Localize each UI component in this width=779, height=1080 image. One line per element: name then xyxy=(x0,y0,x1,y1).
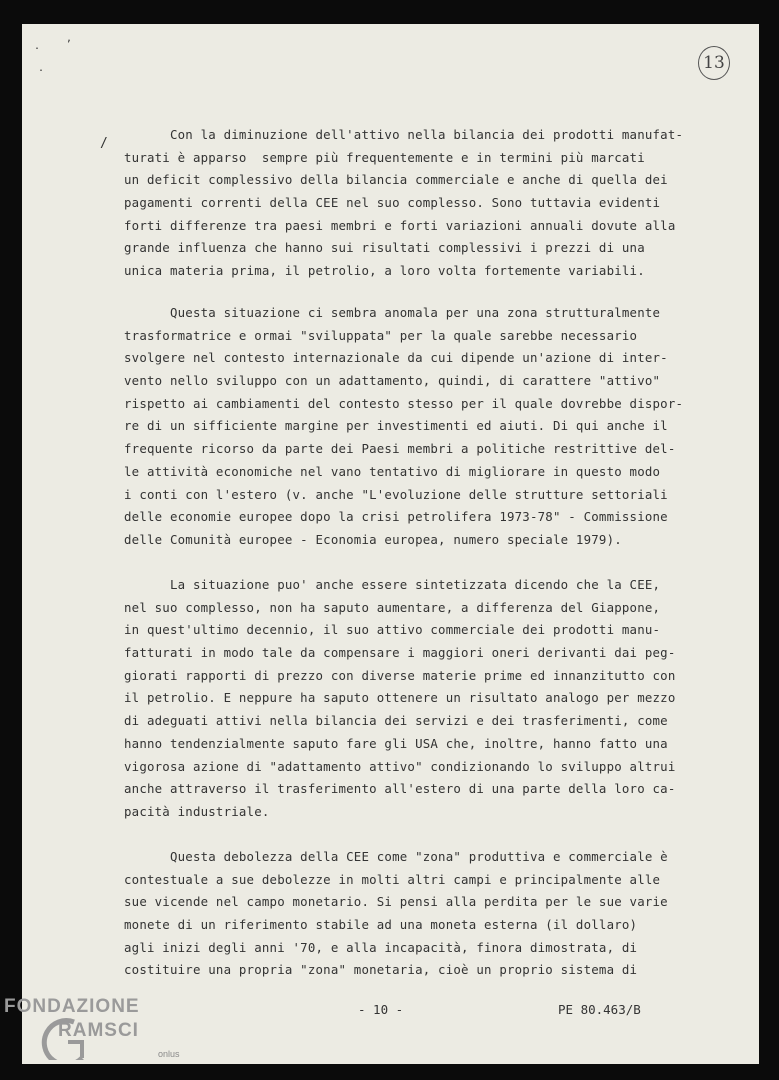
scan-mark: . xyxy=(38,63,45,74)
text-line: pagamenti correnti della CEE nel suo complesso. Sono tuttavia evidenti xyxy=(124,195,661,211)
text-line: il petrolio. E neppure ha saputo ottenere un risultato analogo per mezzo xyxy=(124,690,676,706)
text-line: in quest'ultimo decennio, il suo attivo commerciale dei prodotti manu- xyxy=(124,622,661,638)
text-line: i conti con l'estero (v. anche "L'evoluzione delle strutture settoriali xyxy=(124,486,668,502)
text-line: forti differenze tra paesi membri e forti variazioni annuali dovute alla xyxy=(124,217,676,233)
text-line: nel suo complesso, non ha saputo aumentare, a differenza del Giappone, xyxy=(124,599,661,615)
text-line: monete di un riferimento stabile ad una moneta esterna (il dollaro) xyxy=(124,917,638,933)
fondazione-gramsci-watermark xyxy=(0,970,200,1060)
text-line: agli inizi degli anni '70, e alla incapacità, finora dimostrata, di xyxy=(124,939,638,955)
text-line: contestuale a sue debolezze in molti altri campi e principalmente alle xyxy=(124,871,661,887)
text-line: Questa situazione ci sembra anomala per una zona strutturalmente xyxy=(124,305,661,320)
text-line: vigorosa azione di "adattamento attivo" condizionando lo sviluppo altrui xyxy=(124,758,676,774)
text-line: Con la diminuzione dell'attivo nella bilancia dei prodotti manufat- xyxy=(124,127,684,142)
text-line: anche attraverso il trasferimento all'estero di una parte della loro ca- xyxy=(124,781,676,797)
text-line: le attività economiche nel vano tentativo di migliorare in questo modo xyxy=(124,463,661,479)
document-page xyxy=(22,24,759,1064)
text-line: rispetto ai cambiamenti del contesto stesso per il quale dovrebbe dispor- xyxy=(124,395,684,411)
text-line: vento nello sviluppo con un adattamento, quindi, di carattere "attivo" xyxy=(124,373,661,389)
circled-page-number: 13 xyxy=(698,46,730,80)
scan-mark: , xyxy=(66,33,73,44)
text-line: di adeguati attivi nella bilancia dei servizi e dei trasferimenti, come xyxy=(124,713,668,729)
text-line: delle economie europee dopo la crisi petrolifera 1973-78" - Commissione xyxy=(124,509,668,525)
text-line: Questa debolezza della CEE come "zona" produttiva e commerciale è xyxy=(124,849,668,864)
margin-mark: / xyxy=(100,136,108,151)
text-line: grande influenza che hanno sui risultati complessivi i prezzi di una xyxy=(124,240,645,256)
watermark-line2: RAMSCI xyxy=(58,1020,139,1041)
text-line: un deficit complessivo della bilancia commerciale e anche di quella dei xyxy=(124,172,668,188)
text-line: svolgere nel contesto internazionale da cui dipende un'azione di inter- xyxy=(124,350,668,366)
text-line: trasformatrice e ormai "sviluppata" per la quale sarebbe necessario xyxy=(124,327,638,343)
paragraph-2 xyxy=(124,302,704,552)
footer-reference: PE 80.463/B xyxy=(558,1002,641,1017)
text-line: unica materia prima, il petrolio, a loro volta fortemente variabili. xyxy=(124,263,645,279)
text-line: sue vicende nel campo monetario. Si pensi alla perdita per le sue varie xyxy=(124,894,668,910)
text-line: hanno tendenzialmente saputo fare gli USA che, inoltre, hanno fatto una xyxy=(124,735,668,751)
footer-page-number: - 10 - xyxy=(358,1002,404,1017)
scan-mark: . xyxy=(34,41,41,52)
watermark-suffix: onlus xyxy=(158,1049,180,1059)
text-line: frequente ricorso da parte dei Paesi membri a politiche restrittive del- xyxy=(124,441,676,457)
text-line: La situazione puo' anche essere sintetizzata dicendo che la CEE, xyxy=(124,577,661,592)
text-line: re di un sifficiente margine per investimenti ed aiuti. Di qui anche il xyxy=(124,418,668,434)
text-line: giorati rapporti di prezzo con diverse materie prime ed innanzitutto con xyxy=(124,667,676,683)
watermark-line1: FONDAZIONE xyxy=(4,996,140,1017)
text-line: pacità industriale. xyxy=(124,803,270,819)
text-line: costituire una propria "zona" monetaria, cioè un proprio sistema di xyxy=(124,962,638,978)
paragraph-4 xyxy=(124,846,704,982)
paragraph-1 xyxy=(124,124,704,283)
text-line: turati è apparso sempre più frequentemente e in termini più marcati xyxy=(124,149,645,165)
paragraph-3 xyxy=(124,574,704,824)
text-line: fatturati in modo tale da compensare i maggiori oneri derivanti dai peg- xyxy=(124,645,676,661)
text-line: delle Comunità europee - Economia europea, numero speciale 1979). xyxy=(124,531,622,547)
